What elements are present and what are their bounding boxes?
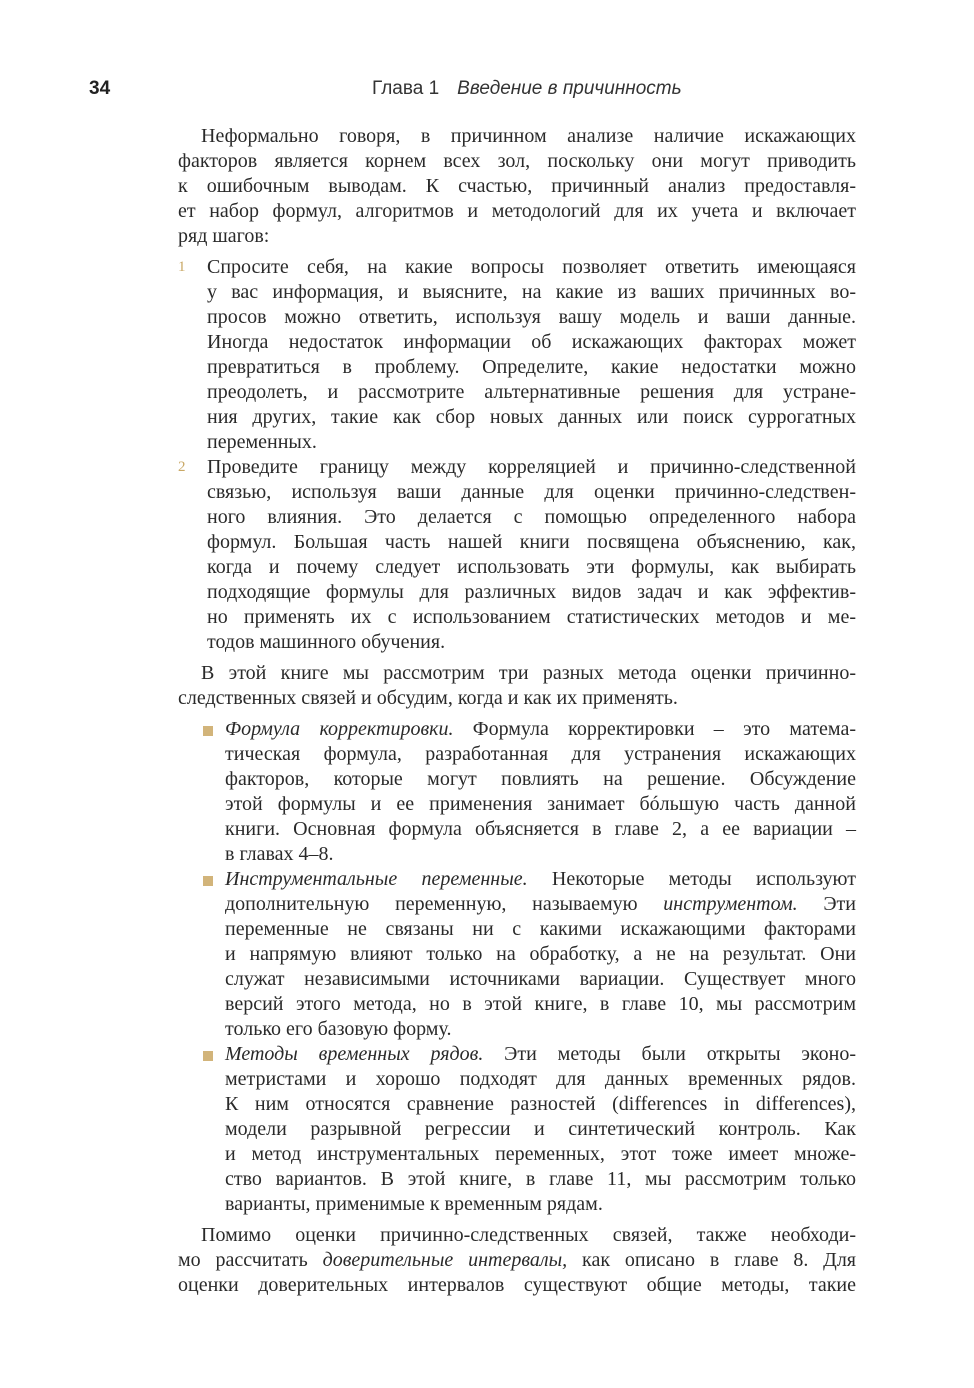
text-line [225,1192,856,1217]
text-line [225,767,856,792]
bullet-list-item [225,867,856,1042]
text-segment: метристами и хорошо подходят для данных временных рядов. [225,1068,856,1090]
text-segment: преодолеть, и рассмотрите альтернативные решения для устране- [207,381,856,403]
text-line [207,280,856,305]
text-line [207,330,856,355]
text-line [225,1017,856,1042]
text-line [207,380,856,405]
text-segment: Эти методы были открыты эконо- [483,1043,856,1065]
text-segment: Иногда недостаток информации об искажающих факторах может [207,331,856,353]
text-segment: К ним относятся сравнение разностей (differences in differences), [225,1093,856,1115]
text-segment: превратиться в проблему. Определите, какие недостатки можно [207,356,856,378]
text-line [225,742,856,767]
page-number: 34 [89,78,111,99]
numbered-list-item [207,455,856,655]
text-line [178,1273,856,1298]
text-line [225,867,856,892]
bullet-square-icon [203,726,213,736]
text-segment: факторов является корнем всех зол, поскольку они могут приводить [178,150,856,172]
text-segment: Формула корректировки – это матема- [453,718,856,740]
text-segment: ного влияния. Это делается с помощью определенного набора [207,506,856,528]
text-line [178,199,856,224]
text-line [178,661,856,686]
text-line [207,355,856,380]
text-segment: подходящие формулы для различных видов задач и как эффектив- [207,581,856,603]
text-segment: Помимо оценки причинно-следственных связей, также необходи- [201,1224,856,1246]
text-segment: Некоторые методы используют [527,868,856,890]
text-line [207,505,856,530]
text-segment: в главах 4–8. [225,843,334,865]
text-line [207,480,856,505]
text-segment: тодов машинного обучения. [207,631,446,653]
text-line [207,405,856,430]
numbered-list-item [207,255,856,455]
text-segment: когда и почему следует использовать эти формулы, как выбирать [207,556,856,578]
text-line [207,605,856,630]
text-segment: переменных. [207,431,317,453]
text-segment: Эти [797,893,856,915]
text-line [207,630,856,655]
text-segment: Неформально говоря, в причинном анализе наличие искажающих [201,125,856,147]
text-segment: ния других, такие как сбор новых данных или поиск суррогатных [207,406,856,428]
text-line [225,817,856,842]
chapter-label: Глава 1 [372,78,440,99]
running-header [372,78,682,100]
text-line [207,255,856,280]
text-segment: мо рассчитать [178,1249,323,1271]
text-line [225,842,856,867]
chapter-title: Введение в причинность [457,78,682,99]
emphasis-text: доверительные интервалы, [322,1249,568,1271]
emphasis-text: Формула корректировки. [225,718,454,740]
text-segment: модели разрывной регрессии и синтетический контроль. Как [225,1118,856,1140]
text-segment: тическая формула, разработанная для устранения искажающих [225,743,856,765]
text-line [207,555,856,580]
text-segment: ство вариантов. В этой книге, в главе 11, мы рассмотрим только [225,1168,856,1190]
emphasis-text: Методы временных рядов. [225,1043,484,1065]
text-segment: и напрямую влияют только на обработку, а не на результат. Они [225,943,856,965]
text-line [207,580,856,605]
emphasis-text: Инструментальные переменные. [225,868,528,890]
text-line [225,1092,856,1117]
text-line [178,174,856,199]
text-segment: к ошибочным выводам. К счастью, причинный анализ предоставля- [178,175,856,197]
text-segment: формул. Большая часть нашей книги посвящена объяснению, как, [207,531,856,553]
text-segment: факторов, которые могут повлиять на решение. Обсуждение [225,768,856,790]
text-line [178,1248,856,1273]
text-segment: только его базовую форму. [225,1018,452,1040]
text-line [225,992,856,1017]
emphasis-text: инструментом. [663,893,798,915]
bullet-square-icon [203,1051,213,1061]
text-segment: дополнительную переменную, называемую [225,893,664,915]
text-segment: просов можно ответить, используя вашу модель и ваши данные. [207,306,856,328]
text-line [225,1142,856,1167]
text-line [178,686,856,711]
text-line [225,1117,856,1142]
text-line [178,124,856,149]
paragraph [178,1223,856,1298]
text-line [207,305,856,330]
text-line [225,1042,856,1067]
text-segment: книги. Основная формула объясняется в главе 2, а ее вариации – [225,818,856,840]
text-segment: Проведите границу между корреляцией и причинно-следственной [207,456,856,478]
text-line [225,917,856,942]
text-line [178,224,856,249]
text-segment: оценки доверительных интервалов существуют общие методы, такие [178,1274,856,1296]
bullet-square-icon [203,876,213,886]
text-segment: служат независимыми источниками вариации. Существует много [225,968,856,990]
list-number: 2 [178,459,186,475]
text-segment: следственных связей и обсудим, когда и как их применять. [178,687,678,709]
bullet-list-item [225,1042,856,1217]
text-line [225,1067,856,1092]
text-segment: переменные не связаны ни с какими искажающими факторами [225,918,856,940]
text-line [225,1167,856,1192]
text-segment: Спросите себя, на какие вопросы позволяет ответить имеющаяся [207,256,856,278]
text-segment: этой формулы и ее применения занимает бóльшую часть данной [225,793,856,815]
text-segment: ет набор формул, алгоритмов и методологий для их учета и включает [178,200,856,222]
text-segment: но применять их с использованием статистических методов и ме- [207,606,856,628]
text-segment: варианты, применимые к временным рядам. [225,1193,603,1215]
text-segment: ряд шагов: [178,225,270,247]
text-segment: и метод инструментальных переменных, этот тоже имеет множе- [225,1143,856,1165]
text-line [207,530,856,555]
text-line [178,149,856,174]
text-line [207,455,856,480]
text-segment: связью, используя ваши данные для оценки причинно-следствен- [207,481,856,503]
text-line [225,892,856,917]
text-segment: В этой книге мы рассмотрим три разных метода оценки причинно- [201,662,856,684]
text-segment: у вас информация, и выясните, на какие из ваших причинных во- [207,281,856,303]
text-segment: как описано в главе 8. Для [567,1249,857,1271]
bullet-list-item [225,717,856,867]
list-number: 1 [178,259,186,275]
text-line [225,792,856,817]
text-line [225,942,856,967]
text-line [225,967,856,992]
text-line [225,717,856,742]
paragraph [178,124,856,249]
paragraph [178,661,856,711]
text-segment: версий этого метода, но в этой книге, в главе 10, мы рассмотрим [225,993,856,1015]
text-line [207,430,856,455]
text-line [178,1223,856,1248]
